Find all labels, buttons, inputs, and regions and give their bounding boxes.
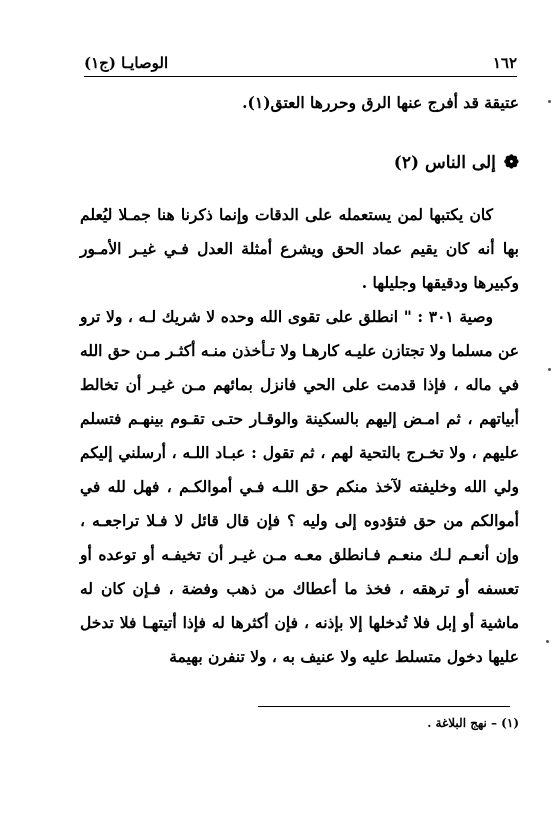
footnote: (١) – نهج البلاغة . xyxy=(427,716,519,730)
flower-ornament-icon: ❁ xyxy=(503,152,519,173)
section-heading xyxy=(80,146,519,180)
will-paragraph xyxy=(80,300,519,674)
will-text: " انطلق على تقوى الله وحده لا شريك لـه ، ولا ترو عن مسلما ولا تجتازن عليـه كارهـا ولا تـأخذن منـه أكثـر مـن حق الله في ماله ، فإذا قدمت على الحي فانزل بمائهم مـن غيـر أن تخالط أبياتهم ، ثم امـض إليهم بالسكينة والوقـار حتـى تقـوم بينهـم فتسلم عليهم ، ولا تخـرج بالتحية لهم ، ثم تقول : عبـاد اللـه ، أرسلني إليكم ولي الله وخليفته لآخذ منكم حق اللـه فـي أموالكـم ، فهل لله في أموالكم من حق فتؤدوه إلى وليه ؟ فإن قال قائل لا فـلا تراجعـه ، وإن أنعـم لـك منعـم فـانطلق معـه مـن غيـر أن تخيفـه أو توعده أو تعسفه أو ترهقه ، فخذ ما أعطاك من ذهب وفضة ، فـإن كان له ماشية أو إبل فلا تُدخلها إلا بإذنه ، فإن أكثرها له فإذا أتيتهـا فلا تدخل عليها دخول متسلط عليه ولا عنيف به ، ولا تنفرن بهيمة xyxy=(80,307,519,666)
intro-paragraph: كان يكتبها لمن يستعمله على الدقات وإنما ذكرنا هنا جمـلا ليُعلم بها أنه كان يقيم عماد الحق ويشرع أمثلة العدل فـي غيـر الأمـور وكبيرها ودقيقها وجليلها . xyxy=(80,205,519,292)
page-header xyxy=(84,44,517,77)
page-number: ١٦٢ xyxy=(492,54,517,72)
scan-speck xyxy=(548,100,551,103)
scan-speck xyxy=(548,368,551,371)
will-number-label: وصية ٣٠١ : xyxy=(411,307,493,326)
scan-speck xyxy=(546,640,549,643)
paragraph-continuation: عتيقة قد أفرج عنها الرق وحررها العتق(١). xyxy=(242,93,519,112)
main-text xyxy=(80,86,519,674)
footnote-rule xyxy=(258,706,510,707)
section-heading-text: إلى الناس (٢) xyxy=(393,153,496,173)
running-title: الوصايـا (ج١) xyxy=(84,54,169,72)
